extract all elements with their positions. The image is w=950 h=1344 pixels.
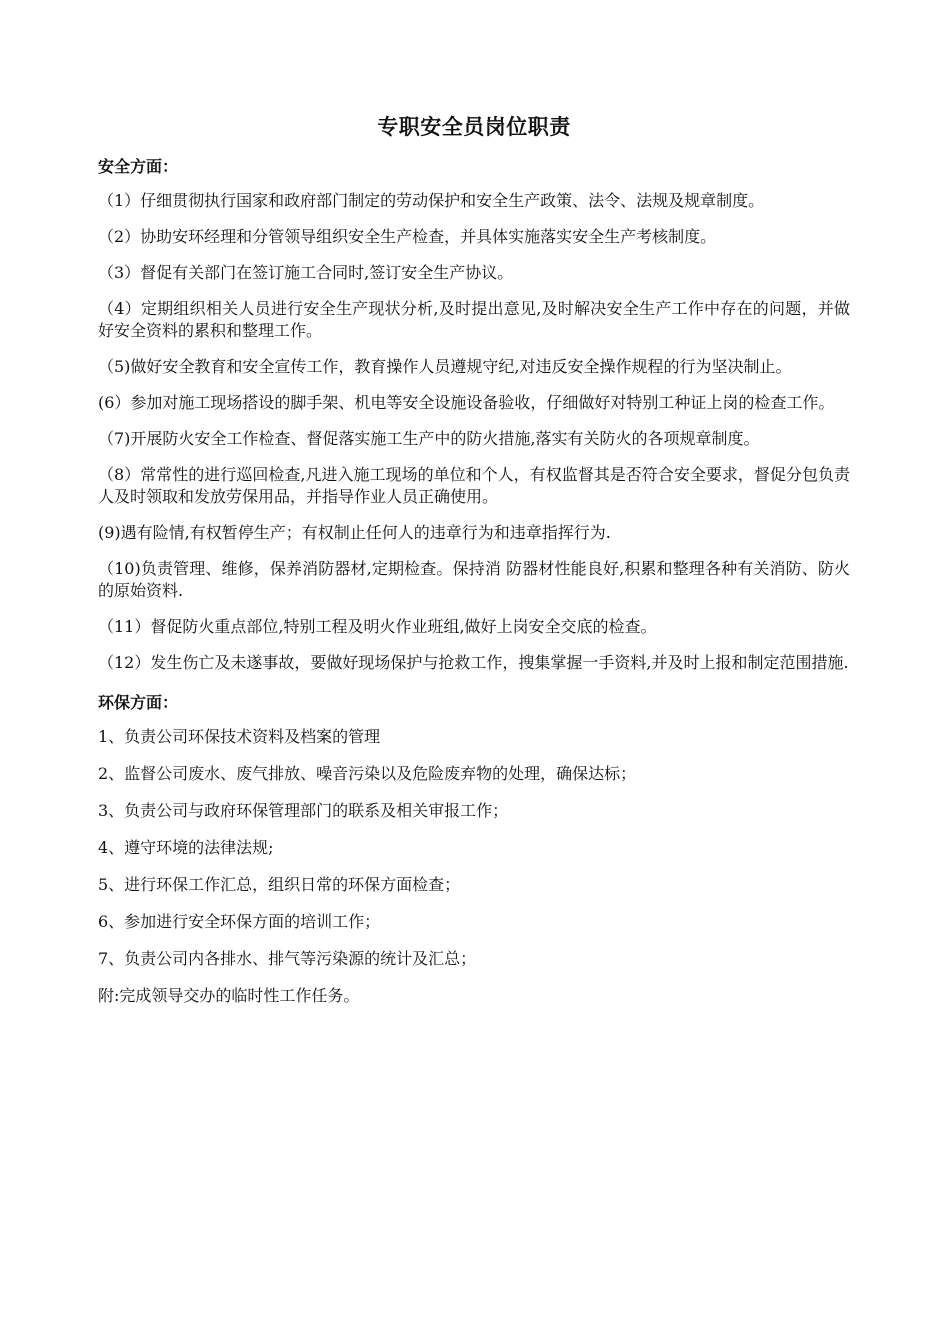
safety-item: （2）协助安环经理和分管领导组织安全生产检查，并具体实施落实安全生产考核制度。 [98,227,717,246]
document-title: 专职安全员岗位职责 [377,115,571,139]
safety-item: （10)负责管理、维修，保养消防器材,定期检查。保持消 防器材性能良好,积累和整理各种有关消防、防火的原始资料. [98,559,850,600]
environment-heading: 环保方面： [98,693,179,712]
safety-section [98,156,850,674]
appendix-note: 附:完成领导交办的临时性工作任务。 [98,986,360,1005]
environment-item: 7、负责公司内各排水、排气等污染源的统计及汇总； [98,949,477,968]
safety-item: （1）仔细贯彻执行国家和政府部门制定的劳动保护和安全生产政策、法令、法规及规章制度。 [98,191,765,210]
safety-item: （12）发生伤亡及未遂事故，要做好现场保护与抢救工作，搜集掌握一手资料,并及时上报和制定范围措施. [98,653,849,672]
safety-heading: 安全方面： [98,157,179,176]
safety-item: （5)做好安全教育和安全宣传工作，教育操作人员遵规守纪,对违反安全操作规程的行为坚决制止。 [98,357,792,376]
environment-item: 3、负责公司与政府环保管理部门的联系及相关审报工作； [98,801,509,820]
safety-item: (6）参加对施工现场搭设的脚手架、机电等安全设施设备验收，仔细做好对特别工种证上岗的检查工作。 [98,393,835,412]
safety-item: （3）督促有关部门在签订施工合同时,签订安全生产协议。 [98,263,514,282]
environment-item: 1、负责公司环保技术资料及档案的管理 [98,727,381,746]
safety-item: （7)开展防火安全工作检查、督促落实施工生产中的防火措施,落实有关防火的各项规章制度。 [98,429,760,448]
environment-item: 4、遵守环境的法律法规; [98,838,274,857]
safety-item: （8）常常性的进行巡回检查,凡进入施工现场的单位和个人，有权监督其是否符合安全要求，督促分包负责人及时领取和发放劳保用品，并指导作业人员正确使用。 [98,465,850,506]
environment-item: 5、进行环保工作汇总，组织日常的环保方面检查； [98,875,461,894]
environment-section [98,692,850,1007]
environment-item: 6、参加进行安全环保方面的培训工作； [98,912,381,931]
environment-item: 2、监督公司废水、废气排放、噪音污染以及危险废弃物的处理，确保达标； [98,764,637,783]
safety-item: （4）定期组织相关人员进行安全生产现状分析,及时提出意见,及时解决安全生产工作中存在的问题，并做好安全资料的累积和整理工作。 [98,299,850,340]
safety-item: （11）督促防火重点部位,特别工程及明火作业班组,做好上岗安全交底的检查。 [98,617,657,636]
safety-item: (9)遇有险情,有权暂停生产；有权制止任何人的违章行为和违章指挥行为. [98,523,611,542]
